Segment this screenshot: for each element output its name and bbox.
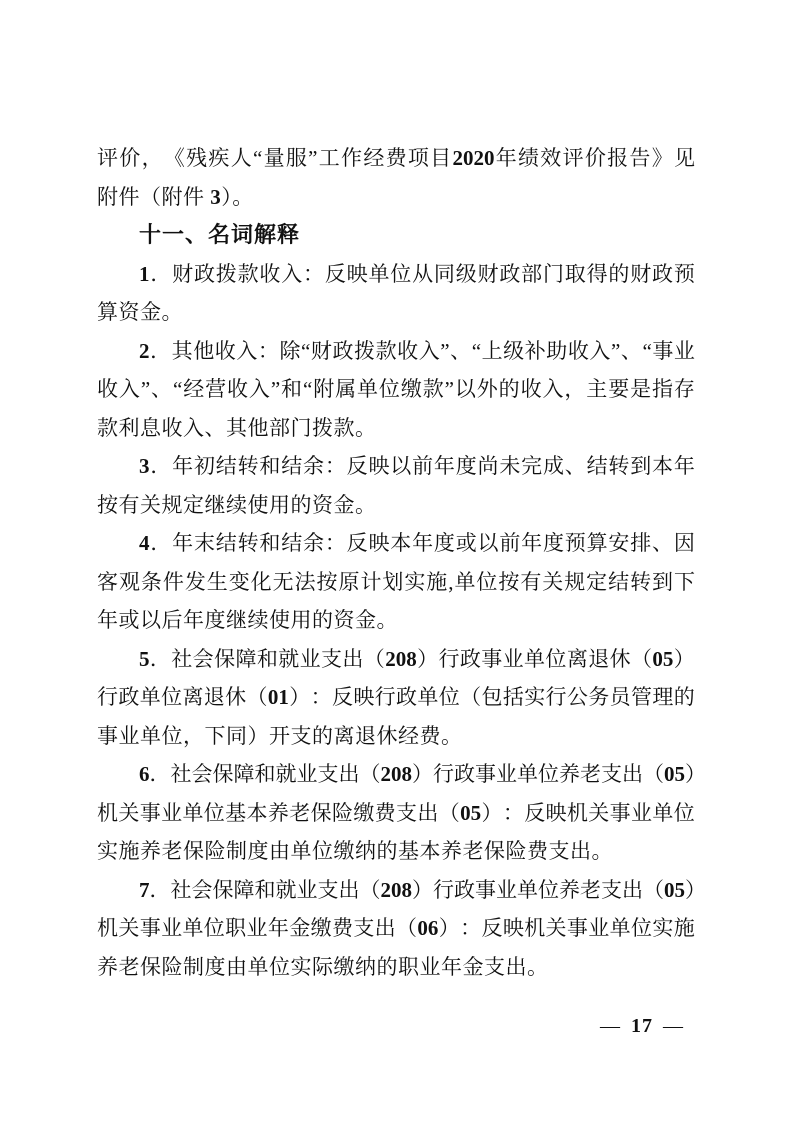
- text-run: 实施养老保险制度由单位缴纳的基本养老保险费支出。: [97, 839, 613, 863]
- text-run: ）。: [221, 184, 254, 209]
- text-line: 3 ． 年 初 结 转 和 结 余 ： 反 映 以 前 年 度 尚 未 完 成 、 结 转 到 本 年: [139, 454, 695, 478]
- text-run: 按有关规定继续使用的资金。: [97, 492, 377, 517]
- text-line: 7 ． 社 会 保 障 和 就 业 支 出 （ 208 ） 行 政 事 业 单 位 养 老 支 出 （ 05 ）: [139, 877, 706, 902]
- text-line: 客 观 条 件 发 生 变 化 无 法 按 原 计 划 实 施 , 单 位 按 有 关 规 定 结 转 到 下: [97, 569, 695, 594]
- text-run: —: [600, 1015, 627, 1037]
- text-run: 事业单位，下同）开支的离退休经费。: [97, 723, 463, 748]
- text-line: 行 政 单 位 离 退 休 （ 01 ） ： 反 映 行 政 单 位 （ 包 括 实 行 公 务 员 管 理 的: [97, 685, 695, 709]
- text-run: —: [657, 1015, 684, 1037]
- digit-run: 17: [631, 1015, 653, 1037]
- text-line: 4 ． 年 末 结 转 和 结 余 ： 反 映 本 年 度 或 以 前 年 度 预 算 安 排 、 因: [139, 531, 695, 555]
- text-run: 款利息收入、其他部门拨款。: [97, 415, 377, 440]
- text-line: 1 ． 财 政 拨 款 收 入 ： 反 映 单 位 从 同 级 财 政 部 门 取 得 的 财 政 预: [139, 261, 695, 286]
- text-line: [97, 717, 695, 756]
- text-line: 6 ． 社 会 保 障 和 就 业 支 出 （ 208 ） 行 政 事 业 单 位 养 老 支 出 （ 05 ）: [139, 762, 706, 786]
- text-line: 5 ． 社 会 保 障 和 就 业 支 出 （ 208 ） 行 政 事 业 单 位 离 退 休 （ 05 ）: [139, 646, 695, 671]
- text-run: 年或以后年度继续使用的资金。: [97, 608, 398, 632]
- text-line: [97, 486, 695, 525]
- text-run: 十一、名词解释: [139, 222, 301, 247]
- text-line: [97, 178, 695, 217]
- text-line: 机 关 事 业 单 位 基 本 养 老 保 险 缴 费 支 出 （ 05 ） ： 反 映 机 关 事 业 单 位: [97, 800, 695, 825]
- text-line: [97, 832, 695, 871]
- text-line: [97, 293, 695, 332]
- text-line: [97, 409, 695, 448]
- text-line: 评 价 ， 《 残 疾 人 “ 量 服 ” 工 作 经 费 项 目 2020 年 绩 效 评 价 报 告 》 见: [97, 146, 695, 170]
- text-line: 机 关 事 业 单 位 职 业 年 金 缴 费 支 出 （ 06 ） ： 反 映 机 关 事 业 单 位 实 施: [97, 916, 695, 940]
- section-heading: [97, 216, 695, 255]
- document-body: [97, 139, 706, 986]
- digit-run: 3: [210, 184, 222, 209]
- text-line: [97, 948, 695, 987]
- text-run: 养老保险制度由单位实际缴纳的职业年金支出。: [97, 954, 549, 979]
- text-line: [97, 601, 695, 640]
- page-number: [600, 1011, 684, 1041]
- text-run: 附件（附件: [97, 184, 211, 209]
- text-run: 算资金。: [97, 300, 183, 324]
- text-line: 2 ． 其 他 收 入 ： 除 “ 财 政 拨 款 收 入 ” 、 “ 上 级 补 助 收 入 ” 、 “ 事 业: [139, 338, 695, 363]
- text-line: 收 入 ” 、 “ 经 营 收 入 ” 和 “ 附 属 单 位 缴 款 ” 以 外 的 收 入 ， 主 要 是 指 存: [97, 377, 695, 401]
